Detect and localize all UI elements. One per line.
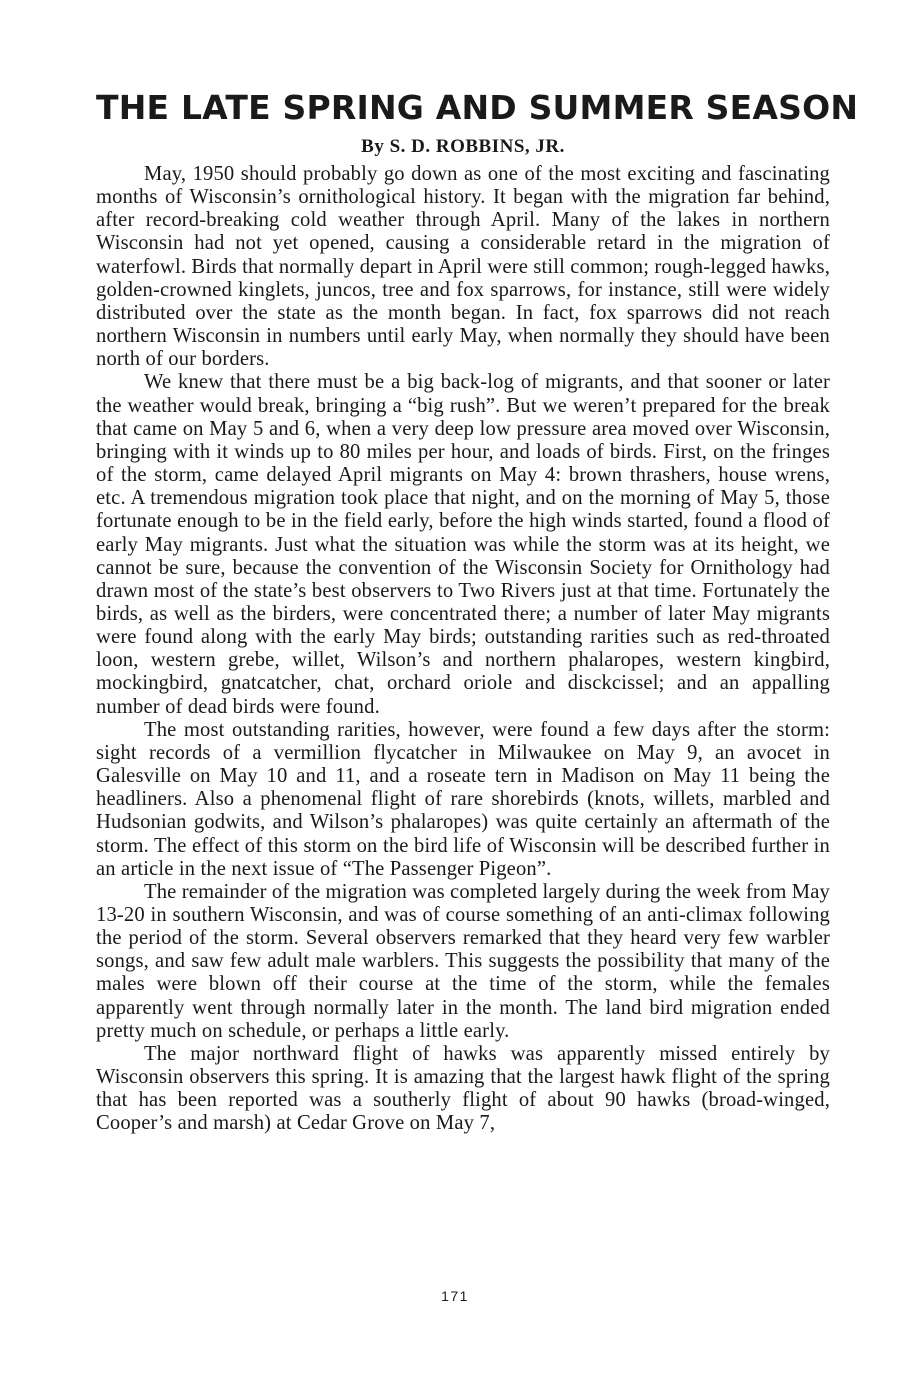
article — [96, 88, 859, 1136]
page-number: 171 — [441, 1288, 469, 1304]
paragraph-5: The major northward flight of hawks was apparently missed entirely by Wisconsin observers this spring. It is amazing that the largest hawk flight of the spring that has been reported was a southerly flight of about 90 hawks (broad-winged, Cooper’s and marsh) at Cedar Grove on May 7, — [96, 1042, 830, 1135]
paragraph-1: May, 1950 should probably go down as one of the most exciting and fascinating months of Wisconsin’s ornithological history. It began with the migration far behind, after record-breaking cold weather through April. Many of the lakes in northern Wisconsin had not yet opened, causing a considerable retard in the migration of waterfowl. Birds that normally depart in April were still common; rough-legged hawks, golden-crowned kinglets, juncos, tree and fox sparrows, for instance, still were widely distributed over the state as the month began. In fact, fox sparrows did not reach northern Wisconsin in numbers until early May, when normally they should have been north of our borders. — [96, 163, 830, 371]
article-byline: By S. D. ROBBINS, JR. — [361, 136, 565, 157]
article-title: THE LATE SPRING AND SUMMER SEASON — [96, 88, 859, 127]
paragraph-3: The most outstanding rarities, however, were found a few days after the storm: sight records of a vermillion flycatcher in Milwaukee on May 9, an avocet in Galesville on May 10 and 11, and a roseate tern in Madison on May 11 being the headliners. Also a phenomenal flight of rare shorebirds (knots, willets, marbled and Hudsonian godwits, and Wilson’s phalaropes) was quite certainly an aftermath of the storm. The effect of this storm on the bird life of Wisconsin will be described further in an article in the next issue of “The Passenger Pigeon”. — [96, 718, 830, 880]
paragraph-2: We knew that there must be a big back-log of migrants, and that sooner or later the weather would break, bringing a “big rush”. But we weren’t prepared for the break that came on May 5 and 6, when a very deep low pressure area moved over Wisconsin, bringing with it winds up to 80 miles per hour, and loads of birds. First, on the fringes of the storm, came delayed April migrants on May 4: brown thrashers, house wrens, etc. A tremendous migration took place that night, and on the morning of May 5, those fortunate enough to be in the field early, before the high winds started, found a flood of early May migrants. Just what the situation was while the storm was at its height, we cannot be sure, because the convention of the Wisconsin Society for Ornithology had drawn most of the state’s best observers to Two Rivers just at that time. Fortunately the birds, as well as the birders, were concentrated there; a number of later May migrants were found along with the early May birds; outstanding rarities such as red-throated loon, western grebe, willet, Wilson’s and northern phalaropes, western kingbird, mockingbird, gnatcatcher, chat, orchard oriole and disckcissel; and an appalling number of dead birds were found. — [96, 371, 830, 718]
paragraph-4: The remainder of the migration was completed largely during the week from May 13-20 in southern Wisconsin, and was of course something of an anti-climax following the period of the storm. Several observers remarked that they heard very few warbler songs, and saw few adult male warblers. This suggests the possibility that many of the males were blown off their course at the time of the storm, while the females apparently went through normally later in the month. The land bird migration ended pretty much on schedule, or perhaps a little early. — [96, 880, 830, 1042]
